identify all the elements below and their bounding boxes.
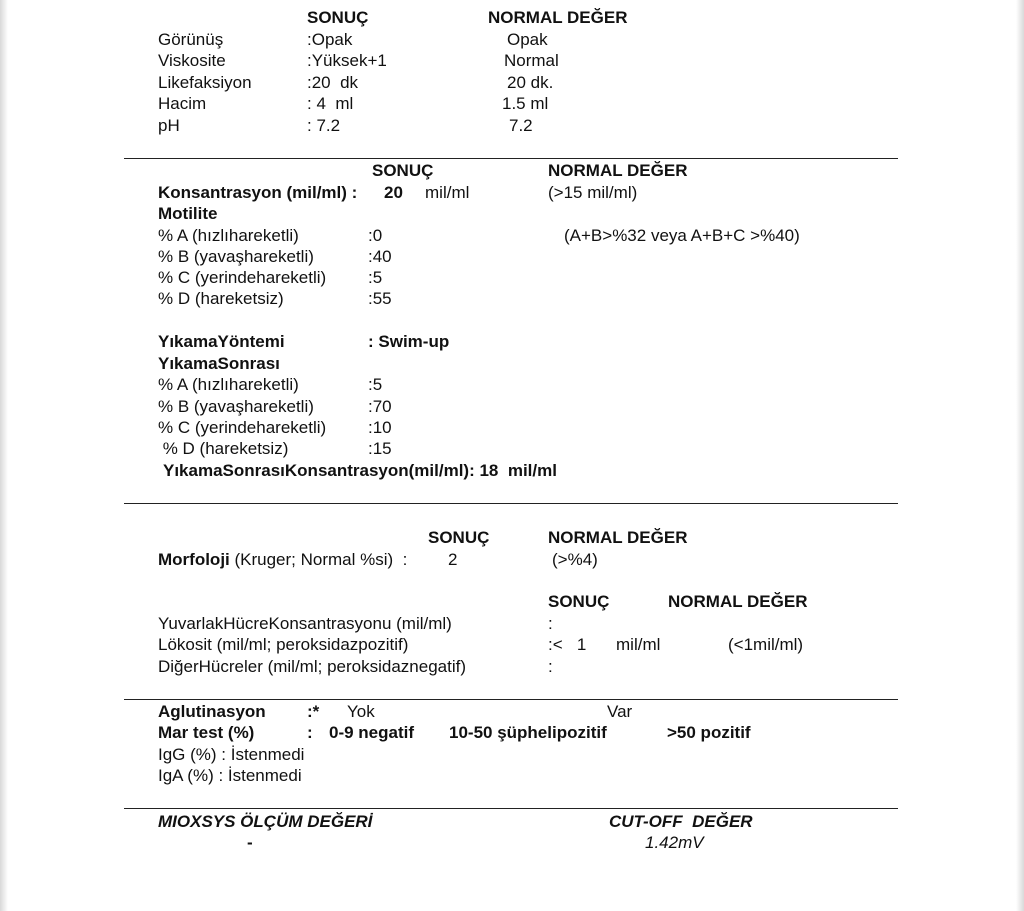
wash-method-value: : Swim-up xyxy=(368,332,450,351)
motility-value: :5 xyxy=(368,268,383,287)
cell-result: : xyxy=(548,657,553,676)
after-wash-value: :70 xyxy=(368,397,392,416)
motility-label: % A (hızlıhareketli) xyxy=(158,226,299,245)
row-normal: 7.2 xyxy=(509,116,533,135)
divider xyxy=(124,699,898,700)
cell-label: YuvarlakHücreKonsantrasyonu (mil/ml) xyxy=(158,614,452,633)
section3-header-normal: NORMAL DEĞER xyxy=(548,528,688,547)
mar-positive: >50 pozitif xyxy=(667,723,751,742)
after-wash-label: % B (yavaşhareketli) xyxy=(158,397,314,416)
row-label: Likefaksiyon xyxy=(158,73,252,92)
row-result: : 7.2 xyxy=(307,116,341,135)
morphology-label-rest: (Kruger; Normal %si) : xyxy=(229,550,408,569)
row-label: Viskosite xyxy=(158,51,226,70)
concentration-label: Konsantrasyon (mil/ml) : xyxy=(158,183,358,202)
motility-label: % B (yavaşhareketli) xyxy=(158,247,314,266)
cells-header-normal: NORMAL DEĞER xyxy=(668,592,808,611)
row-normal: Normal xyxy=(504,51,559,70)
row-result: :Opak xyxy=(307,30,353,49)
section3-header-result: SONUÇ xyxy=(428,528,490,547)
cell-normal: (<1mil/ml) xyxy=(728,635,804,654)
after-wash-concentration: YıkamaSonrasıKonsantrasyon(mil/ml): 18 mil/ml xyxy=(163,461,557,480)
section2-header-result: SONUÇ xyxy=(372,161,434,180)
concentration-value: 20 xyxy=(384,183,403,202)
wash-method-label: YıkamaYöntemi xyxy=(158,332,285,351)
section2-header-normal: NORMAL DEĞER xyxy=(548,161,688,180)
motility-value: :55 xyxy=(368,289,392,308)
page-shadow-left xyxy=(0,0,8,911)
motility-label: % D (hareketsiz) xyxy=(158,289,284,308)
after-wash-value: :5 xyxy=(368,375,383,394)
after-wash-label: % A (hızlıhareketli) xyxy=(158,375,299,394)
motility-label: % C (yerindehareketli) xyxy=(158,268,327,287)
morphology-normal: (>%4) xyxy=(552,550,598,569)
iga-line: IgA (%) : İstenmedi xyxy=(158,766,302,785)
concentration-normal: (>15 mil/ml) xyxy=(548,183,638,202)
motility-normal: (A+B>%32 veya A+B+C >%40) xyxy=(564,226,800,245)
agglutination-yes: Var xyxy=(607,702,633,721)
motility-value: :40 xyxy=(368,247,392,266)
row-normal: 1.5 ml xyxy=(502,94,549,113)
igg-line: IgG (%) : İstenmedi xyxy=(158,745,305,764)
row-label: Hacim xyxy=(158,94,207,113)
mar-negative: 0-9 negatif xyxy=(329,723,415,742)
row-result: :Yüksek+1 xyxy=(307,51,387,70)
cutoff-label: CUT-OFF DEĞER xyxy=(609,812,753,831)
morphology-value: 2 xyxy=(448,550,458,569)
cells-header-result: SONUÇ xyxy=(548,592,610,611)
cell-result: : xyxy=(548,614,553,633)
mar-label: Mar test (%) xyxy=(158,723,255,742)
agglutination-label: Aglutinasyon xyxy=(158,702,266,721)
cell-label: Lökosit (mil/ml; peroksidazpozitif) xyxy=(158,635,409,654)
row-result: : 4 ml xyxy=(307,94,354,113)
divider xyxy=(124,503,898,504)
mioxsys-value: - xyxy=(247,833,253,852)
cell-result: :< 1 xyxy=(548,635,587,654)
section1-header-result: SONUÇ xyxy=(307,8,369,27)
after-wash-value: :10 xyxy=(368,418,392,437)
mar-suspicious: 10-50 şüphelipozitif xyxy=(449,723,607,742)
morphology-label-bold: Morfoloji xyxy=(158,550,230,569)
agglutination-colon: :* xyxy=(307,702,320,721)
divider xyxy=(124,158,898,159)
cutoff-value: 1.42mV xyxy=(645,833,704,852)
page-shadow-right xyxy=(1016,0,1024,911)
concentration-unit: mil/ml xyxy=(425,183,470,202)
after-wash-title: YıkamaSonrası xyxy=(158,354,280,373)
mar-colon: : xyxy=(307,723,313,742)
cell-unit: mil/ml xyxy=(616,635,661,654)
after-wash-value: :15 xyxy=(368,439,392,458)
row-normal: Opak xyxy=(507,30,548,49)
row-normal: 20 dk. xyxy=(507,73,554,92)
mioxsys-label: MIOXSYS ÖLÇÜM DEĞERİ xyxy=(158,812,373,831)
divider xyxy=(124,808,898,809)
after-wash-label: % C (yerindehareketli) xyxy=(158,418,327,437)
motility-value: :0 xyxy=(368,226,383,245)
after-wash-label: % D (hareketsiz) xyxy=(158,439,289,458)
morphology-label xyxy=(158,550,407,570)
cell-label: DiğerHücreler (mil/ml; peroksidaznegatif) xyxy=(158,657,466,676)
row-label: pH xyxy=(158,116,180,135)
row-label: Görünüş xyxy=(158,30,224,49)
section1-header-normal: NORMAL DEĞER xyxy=(488,8,628,27)
row-result: :20 dk xyxy=(307,73,359,92)
motility-title: Motilite xyxy=(158,204,218,223)
agglutination-no: Yok xyxy=(347,702,375,721)
